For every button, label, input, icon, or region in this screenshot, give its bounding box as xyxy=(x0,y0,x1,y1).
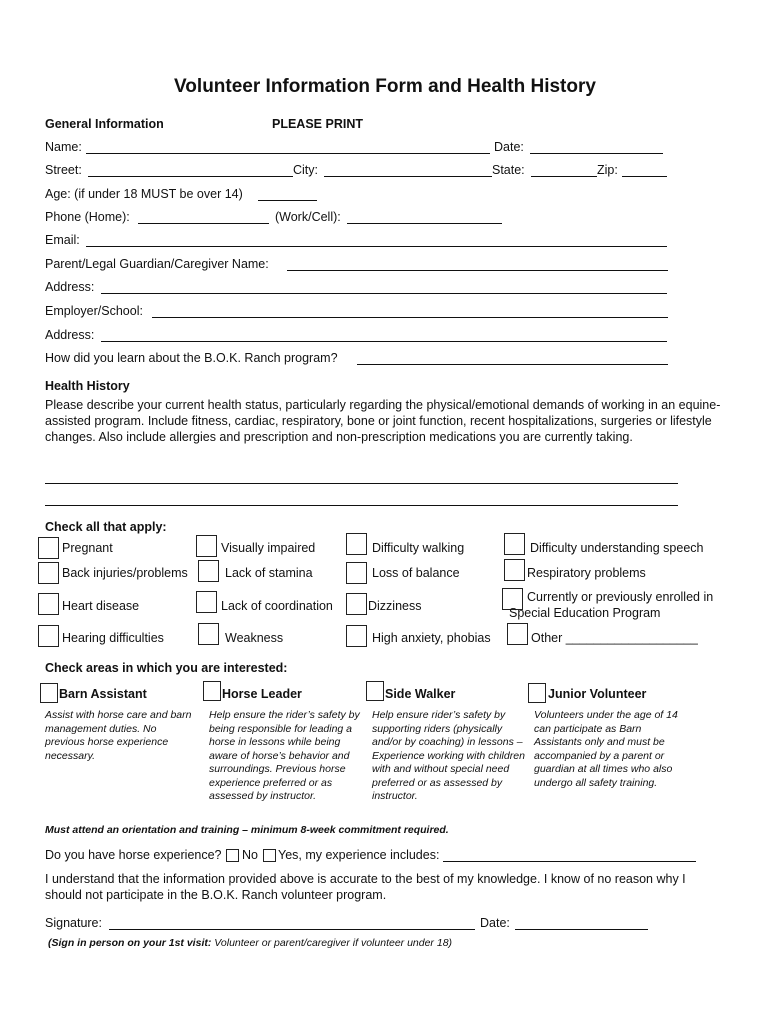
orientation-note: Must attend an orientation and training – minimum 8-week commitment required. xyxy=(45,824,449,836)
checkbox-respiratory[interactable] xyxy=(504,559,525,581)
learn-field[interactable] xyxy=(357,364,668,365)
signature-note-bold: (Sign in person on your 1st visit: xyxy=(48,937,212,949)
condition-label: High anxiety, phobias xyxy=(372,631,491,645)
signature-field[interactable] xyxy=(109,929,475,930)
role-description: Assist with horse care and barn management duties. No previous horse experience necessary. xyxy=(45,709,192,762)
checkbox-difficulty-walking[interactable] xyxy=(346,533,367,555)
guardian-label: Parent/Legal Guardian/Caregiver Name: xyxy=(45,257,269,271)
print-note: PLEASE PRINT xyxy=(272,117,363,131)
checkbox-experience-yes[interactable] xyxy=(263,849,276,862)
condition-label: Loss of balance xyxy=(372,566,460,580)
email-field[interactable] xyxy=(86,246,667,247)
condition-label: Visually impaired xyxy=(221,541,316,555)
condition-label: Hearing difficulties xyxy=(62,631,164,645)
zip-field[interactable] xyxy=(622,176,667,177)
condition-label: Heart disease xyxy=(62,599,140,613)
role-label: Barn Assistant xyxy=(59,687,147,701)
city-field[interactable] xyxy=(324,176,492,177)
role-description: Help ensure the rider’s safety by being responsible for leading a horse in lessons while being aware of horse’s behavior and surroundings. Previous horse experience preferred or as assessed by instructor. xyxy=(209,709,360,802)
state-label: State: xyxy=(492,163,525,177)
date-field[interactable] xyxy=(530,153,663,154)
checkbox-junior-volunteer[interactable] xyxy=(528,683,546,703)
checkbox-lack-coordination[interactable] xyxy=(196,591,217,613)
street-field[interactable] xyxy=(88,176,293,177)
phone-home-field[interactable] xyxy=(138,223,269,224)
address2-label: Address: xyxy=(45,328,95,342)
checkbox-weakness[interactable] xyxy=(198,623,219,645)
street-label: Street: xyxy=(45,163,82,177)
health-line-2[interactable] xyxy=(45,505,678,506)
address2-field[interactable] xyxy=(101,341,667,342)
state-field[interactable] xyxy=(531,176,597,177)
checkbox-back-injuries[interactable] xyxy=(38,562,59,584)
name-label: Name: xyxy=(45,140,82,154)
role-label: Horse Leader xyxy=(222,687,302,701)
checkbox-visually-impaired[interactable] xyxy=(196,535,217,557)
date-label: Date: xyxy=(494,140,524,154)
condition-label: Currently or previously enrolled in Special Education Program xyxy=(509,590,714,620)
signature-date-label: Date: xyxy=(480,916,510,930)
experience-no-label: No xyxy=(242,848,258,862)
phone-work-label: (Work/Cell): xyxy=(275,210,341,224)
health-heading: Health History xyxy=(45,379,130,393)
signature-note xyxy=(48,937,452,949)
condition-label: Lack of stamina xyxy=(225,566,313,580)
checkbox-lack-stamina[interactable] xyxy=(198,560,219,582)
condition-label: Back injuries/problems xyxy=(62,566,188,580)
checkbox-dizziness[interactable] xyxy=(346,593,367,615)
general-heading: General Information xyxy=(45,117,164,131)
employer-field[interactable] xyxy=(152,317,668,318)
phone-home-label: Phone (Home): xyxy=(45,210,130,224)
checkbox-horse-leader[interactable] xyxy=(203,681,221,701)
checkbox-anxiety[interactable] xyxy=(346,625,367,647)
condition-label-other: Other ___________________ xyxy=(531,631,698,645)
experience-question: Do you have horse experience? xyxy=(45,848,222,862)
condition-label: Respiratory problems xyxy=(527,566,646,580)
role-label: Side Walker xyxy=(385,687,456,701)
condition-label: Dizziness xyxy=(368,599,422,613)
checkbox-experience-no[interactable] xyxy=(226,849,239,862)
checkbox-difficulty-speech[interactable] xyxy=(504,533,525,555)
name-field[interactable] xyxy=(86,153,490,154)
form-title: Volunteer Information Form and Health History xyxy=(174,76,596,97)
signature-date-field[interactable] xyxy=(515,929,648,930)
conditions-heading: Check all that apply: xyxy=(45,520,167,534)
condition-label: Lack of coordination xyxy=(221,599,333,613)
health-line-1[interactable] xyxy=(45,483,678,484)
checkbox-pregnant[interactable] xyxy=(38,537,59,559)
zip-label: Zip: xyxy=(597,163,618,177)
condition-label: Pregnant xyxy=(62,541,113,555)
guardian-field[interactable] xyxy=(287,270,668,271)
city-label: City: xyxy=(293,163,318,177)
learn-label: How did you learn about the B.O.K. Ranch program? xyxy=(45,351,338,365)
condition-label: Difficulty understanding speech xyxy=(530,541,704,555)
checkbox-heart-disease[interactable] xyxy=(38,593,59,615)
checkbox-side-walker[interactable] xyxy=(366,681,384,701)
age-label: Age: (if under 18 MUST be over 14) xyxy=(45,187,243,201)
experience-yes-label: Yes, my experience includes: xyxy=(278,848,440,862)
role-label: Junior Volunteer xyxy=(548,687,647,701)
age-field[interactable] xyxy=(258,200,317,201)
acknowledgement-text: I understand that the information provided above is accurate to the best of my knowledge. I know of no reason why I should not participate in the B.O.K. Ranch volunteer program. xyxy=(45,872,686,902)
condition-label: Weakness xyxy=(225,631,284,645)
role-description: Help ensure rider’s safety by supporting riders (physically and/or by coaching) in lessons – Experience working with children with and without special need preferred or as assessed by instructor. xyxy=(372,709,525,802)
signature-note-rest: Volunteer or parent/caregiver if volunteer under 18) xyxy=(211,937,453,949)
checkbox-barn-assistant[interactable] xyxy=(40,683,58,703)
role-description: Volunteers under the age of 14 can participate as Barn Assistants only and must be accompanied by a parent or guardian at all times who also undergo all safety training. xyxy=(534,709,678,789)
interests-heading: Check areas in which you are interested: xyxy=(45,661,288,675)
checkbox-hearing[interactable] xyxy=(38,625,59,647)
address-field[interactable] xyxy=(101,293,667,294)
email-label: Email: xyxy=(45,233,80,247)
checkbox-loss-balance[interactable] xyxy=(346,562,367,584)
checkbox-other[interactable] xyxy=(507,623,528,645)
employer-label: Employer/School: xyxy=(45,304,143,318)
condition-label: Difficulty walking xyxy=(372,541,465,555)
health-description: Please describe your current health status, particularly regarding the physical/emotional demands of working in an equine-assisted program. Include fitness, cardiac, respiratory, bone or joint function, recent hospitalizations, surgeries or lifestyle changes. Also include allergies and prescription and non-prescription medications you are currently taking. xyxy=(45,398,721,444)
experience-field[interactable] xyxy=(443,861,696,862)
address-label: Address: xyxy=(45,280,95,294)
phone-work-field[interactable] xyxy=(347,223,502,224)
signature-label: Signature: xyxy=(45,916,102,930)
